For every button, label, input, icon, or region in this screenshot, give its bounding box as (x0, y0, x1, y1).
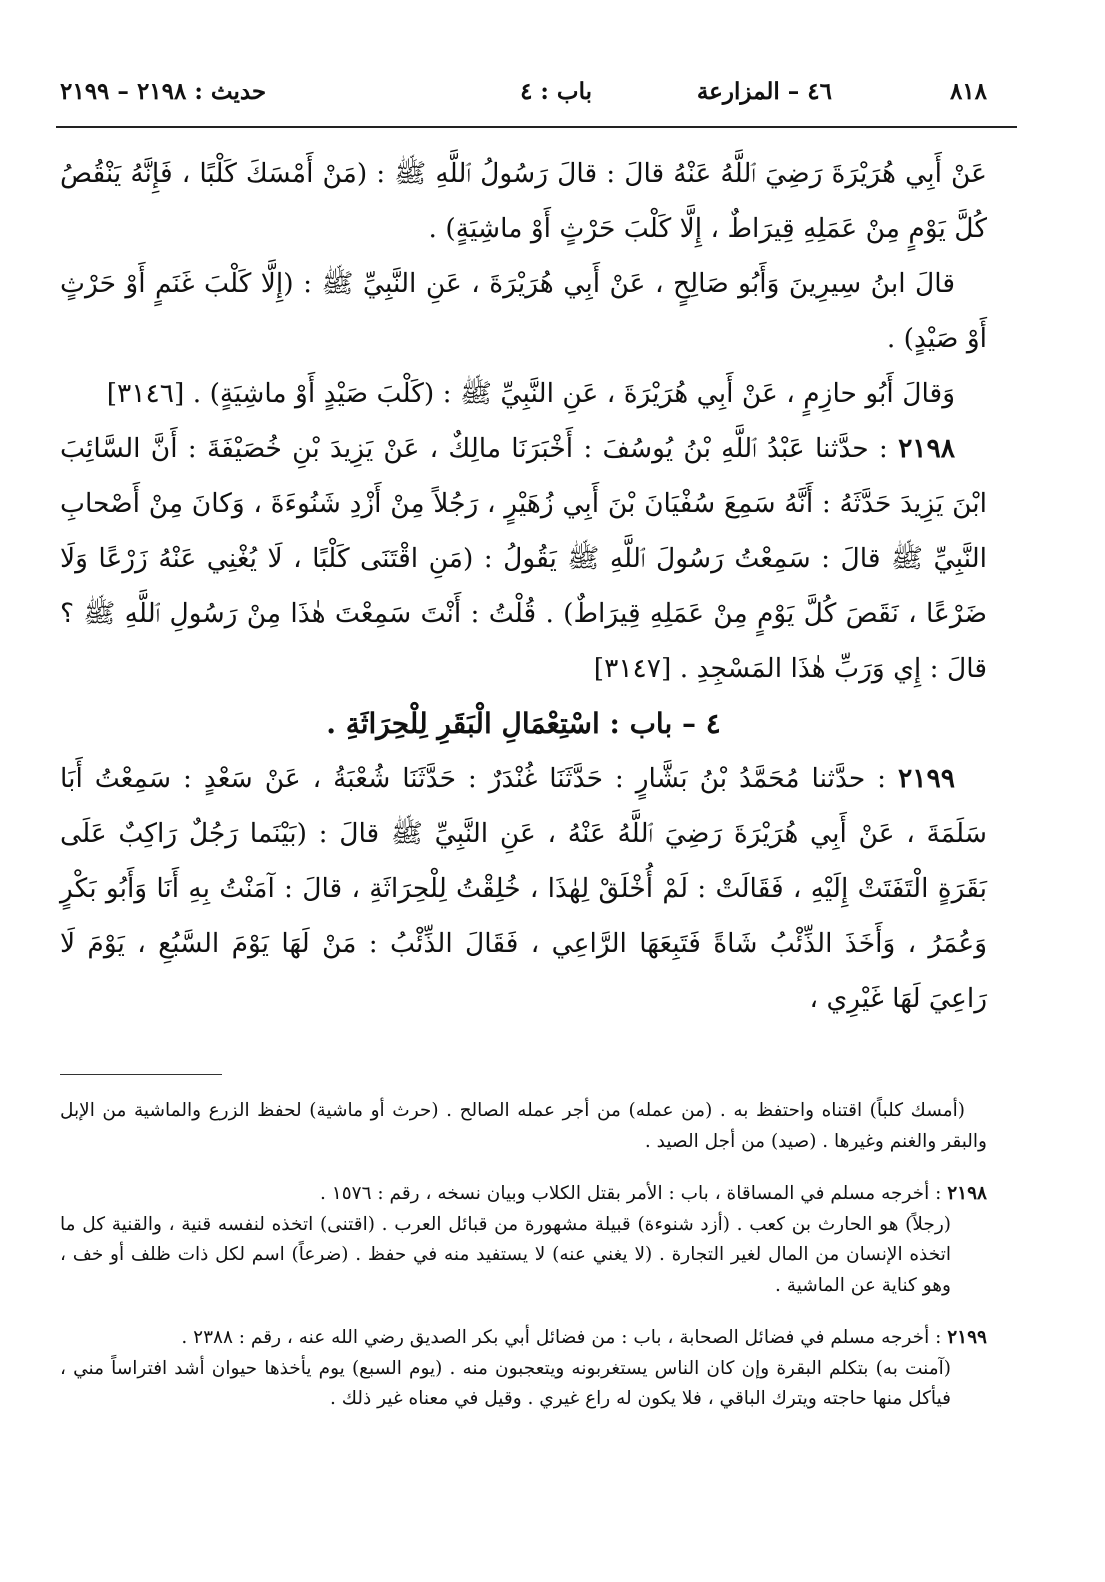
footnotes (60, 1096, 987, 1437)
footnote-source (60, 1179, 987, 1210)
footnote-notes: (رجلاً) هو الحارث بن كعب . (أزد شنوءة) قبيلة مشهورة من قبائل العرب . (اقتنى) اتخذه لنفسه قنية ، والقنية كل ما اتخذه الإنسان من المال لغير التجارة . (لا يغني عنه) لا يستفيد منه في حفظ . (ضرعاً) اسم لكل ذات ظلف أو خف ، وهو كناية عن الماشية . (60, 1213, 951, 1296)
footnote-notes: (آمنت به) بتكلم البقرة وإن كان الناس يستغربونه ويتعجبون منه . (يوم السبع) يوم يأخذها حيوان أشد افتراساً مني ، فيأكل منها حاجته ويترك الباقي ، فلا يكون له راع غيري . وقيل في معناه غير ذلك . (60, 1357, 951, 1409)
hadith-2199 (60, 751, 987, 1026)
footnote-number: ٢١٩٨ (947, 1183, 987, 1204)
footnote-source (60, 1323, 987, 1354)
paragraph-ibn-sirin: قالَ ابنُ سِيرِينَ وَأَبُو صَالِحٍ ، عَنْ أَبِي هُرَيْرَةَ ، عَنِ النَّبِيِّ ﷺ : (إِلَّا كَلْبَ غَنَمٍ أَوْ حَرْثٍ أَوْ صَيْدٍ) . (60, 268, 987, 354)
footnote-text: (أمسك كلباً) اقتناه واحتفظ به . (من عمله) من أجر عمله الصالح . (حرث أو ماشية) لحفظ الزرع والماشية من الإبل والبقر والغنم وغيرها . (صيد) من أجل الصيد . (60, 1100, 987, 1152)
hadith-number: ٢١٩٩ (898, 763, 955, 794)
chapter-label: باب : ٤ (520, 78, 592, 105)
footnote-general (60, 1096, 987, 1157)
hadith-text: : حدَّثنا عَبْدُ ٱللَّهِ بْنُ يُوسُفَ : أَخْبَرَنَا مالِكٌ ، عَنْ يَزِيدَ بْنِ خُصَيْفَةَ : أَنَّ السَّائِبَ ابْنَ يَزِيدَ حَدَّثَهُ : أَنَّهُ سَمِعَ سُفْيَانَ بْنَ أَبِي زُهَيْرٍ ، رَجُلاً مِنْ أَزْدِ شَنُوءَةَ ، وَكانَ مِنْ أَصْحابِ النَّبِيِّ ﷺ قالَ : سَمِعْتُ رَسُولَ ٱللَّهِ ﷺ يَقُولُ : (مَنِ اقْتَنَى كَلْبًا ، لَا يُغْنِي عَنْهُ زَرْعًا وَلَا ضَرْعًا ، نَقَصَ كُلَّ يَوْمٍ مِنْ عَمَلِهِ قِيرَاطٌ) . قُلْتُ : أَنْتَ سَمِعْتَ هٰذَا مِنْ رَسُولِ ٱللَّهِ ﷺ ؟ قالَ : إِي وَرَبِّ هٰذَا المَسْجِدِ . [٣١٤٧] (60, 433, 987, 684)
footnote-2199 (60, 1323, 987, 1415)
hadith-range: حديث : ٢١٩٨ – ٢١٩٩ (60, 78, 267, 105)
paragraph-prev-hadith: عَنْ أَبِي هُرَيْرَةَ رَضِيَ ٱللَّهُ عَنْهُ قالَ : قالَ رَسُولُ ٱللَّهِ ﷺ : (مَنْ أَمْسَكَ كَلْبًا ، فَإِنَّهُ يَنْقُصُ كُلَّ يَوْمٍ مِنْ عَمَلِهِ قِيرَاطٌ ، إِلَّا كَلْبَ حَرْثٍ أَوْ ماشِيَةٍ) . (60, 158, 987, 244)
header-divider (56, 126, 1017, 128)
footnote-2198 (60, 1179, 987, 1301)
book-page (60, 0, 987, 1582)
footnote-number: ٢١٩٩ (947, 1327, 987, 1348)
footnote-source-text: : أخرجه مسلم في المساقاة ، باب : الأمر بقتل الكلاب وبيان نسخه ، رقم : ١٥٧٦ . (320, 1183, 942, 1204)
paragraph-abu-hazim: وَقالَ أَبُو حازِمٍ ، عَنْ أَبِي هُرَيْرَةَ ، عَنِ النَّبِيِّ ﷺ : (كَلْبَ صَيْدٍ أَوْ ماشِيَةٍ) . [٣١٤٦] (106, 378, 955, 409)
main-text (60, 146, 987, 1026)
hadith-text: : حدَّثنا مُحَمَّدُ بْنُ بَشَّارٍ : حَدَّثَنَا غُنْدَرٌ : حَدَّثَنَا شُعْبَةُ ، عَنْ سَعْدٍ : سَمِعْتُ أَبَا سَلَمَةَ ، عَنْ أَبِي هُرَيْرَةَ رَضِيَ ٱللَّهُ عَنْهُ ، عَنِ النَّبِيِّ ﷺ قالَ : (بَيْنَما رَجُلٌ رَاكِبٌ عَلَى بَقَرَةٍ الْتَفَتَتْ إِلَيْهِ ، فَقَالَتْ : لَمْ أُخْلَقْ لِهٰذَا ، خُلِقْتُ لِلْحِرَاثَةِ ، قالَ : آمَنْتُ بِهِ أَنَا وَأَبُو بَكْرٍ وَعُمَرُ ، وَأَخَذَ الذِّئْبُ شَاةً فَتَبِعَهَا الرَّاعِي ، فَقَالَ الذِّئْبُ : مَنْ لَهَا يَوْمَ السَّبُعِ ، يَوْمَ لَا رَاعِيَ لَهَا غَيْرِي ، (60, 763, 987, 1014)
footnote-source-text: : أخرجه مسلم في فضائل الصحابة ، باب : من فضائل أبي بكر الصديق رضي الله عنه ، رقم : ٢٣٨٨ . (181, 1327, 942, 1348)
footnote-divider (60, 1074, 222, 1075)
page-number: ٨١٨ (949, 78, 987, 105)
running-header (60, 78, 987, 118)
hadith-2198 (60, 421, 987, 696)
hadith-number: ٢١٩٨ (898, 433, 955, 464)
book-title: ٤٦ – المزارعة (696, 78, 832, 105)
chapter-heading: ٤ – باب : اسْتِعْمَالِ الْبَقَرِ لِلْحِرَاثَةِ . (326, 707, 721, 740)
